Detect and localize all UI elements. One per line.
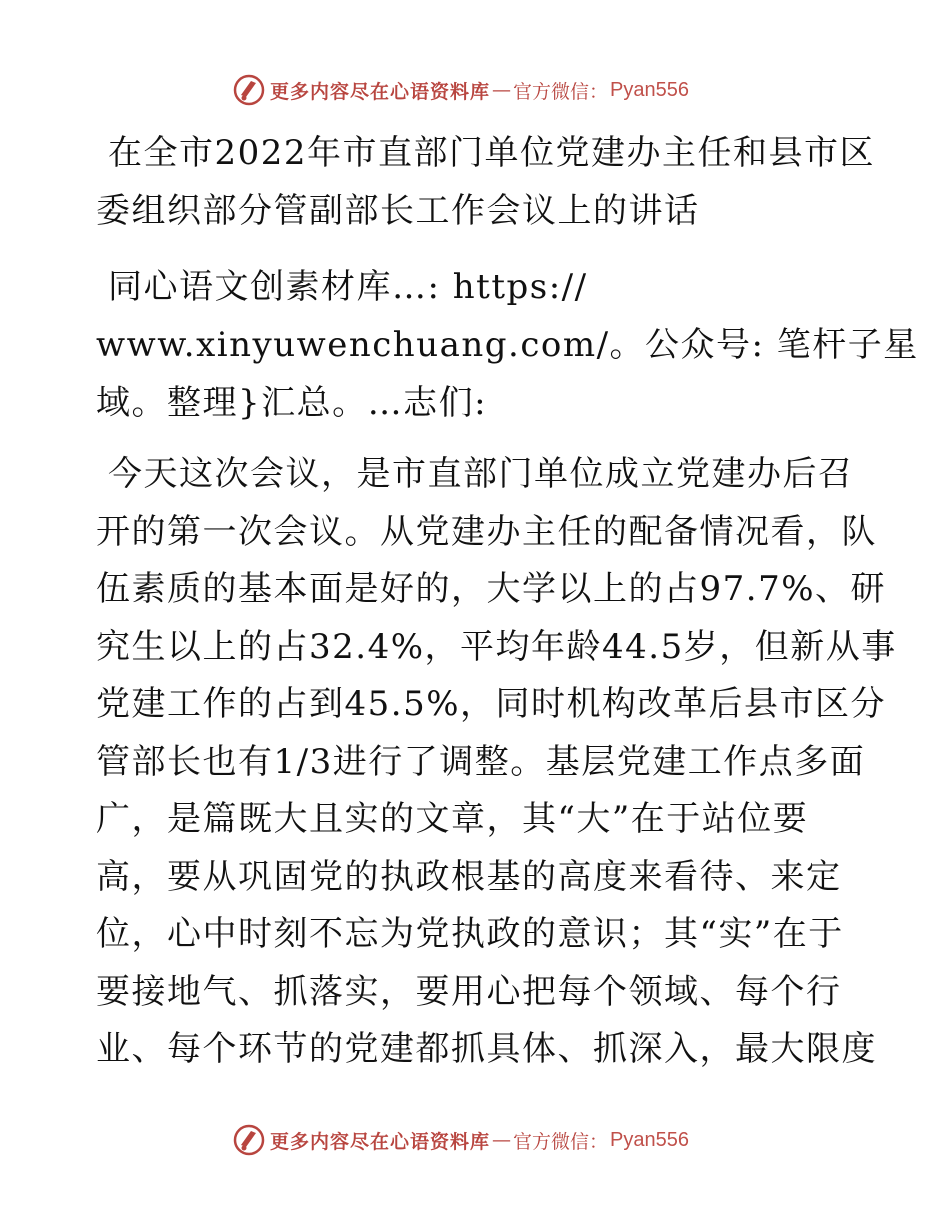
body-paragraph: [96, 446, 897, 1079]
watermark-brand: 更多内容尽在心语资料库: [270, 80, 491, 103]
body-line: 要接地气、抓落实，要用心把每个领域、每个行: [96, 971, 842, 1012]
source-line: www.xinyuwenchuang.com/。公众号: 笔杆子星: [96, 325, 919, 365]
watermark-dash: —: [492, 1129, 512, 1151]
title-line: 委组织部分管副部长工作会议上的讲话: [96, 191, 700, 231]
header-watermark: [0, 68, 950, 112]
watermark-label: 官方微信：: [513, 80, 609, 103]
logo-icon: [232, 73, 266, 107]
body-line: 业、每个环节的党建都抓具体、抓深入，最大限度: [96, 1029, 877, 1069]
body-line: 究生以上的占32.4%，平均年龄44.5岁，但新从事: [96, 626, 897, 667]
watermark-brand: 更多内容尽在心语资料库: [270, 1130, 491, 1153]
logo-icon: [232, 1123, 266, 1157]
watermark-handle: Pyan556: [610, 1128, 689, 1151]
document-title: [96, 124, 876, 240]
watermark-label: 官方微信：: [513, 1130, 609, 1153]
body-line: 伍素质的基本面是好的，大学以上的占97.7%、研: [96, 569, 887, 609]
body-line: 今天这次会议，是市直部门单位成立党建办后召: [108, 454, 854, 494]
body-line: 党建工作的占到45.5%，同时机构改革后县市区分: [96, 684, 887, 724]
watermark-dash: —: [492, 79, 512, 101]
body-line: 管部长也有1/3进行了调整。基层党建工作点多面: [96, 741, 866, 782]
source-paragraph: [96, 258, 919, 432]
watermark-handle: Pyan556: [610, 78, 689, 101]
source-line: 同心语文创素材库…: https://: [108, 267, 588, 307]
footer-watermark: [0, 1118, 950, 1162]
body-line: 开的第一次会议。从党建办主任的配备情况看，队: [96, 511, 877, 552]
body-line: 位，心中时刻不忘为党执政的意识；其“实”在于: [96, 914, 844, 954]
body-line: 广，是篇既大且实的文章，其“大”在于站位要: [96, 799, 809, 839]
title-line: 在全市2022年市直部门单位党建办主任和县市区: [108, 133, 876, 173]
body-line: 高，要从巩固党的执政根基的高度来看待、来定: [96, 856, 842, 897]
source-line: 域。整理}汇总。…志们:: [96, 383, 488, 423]
